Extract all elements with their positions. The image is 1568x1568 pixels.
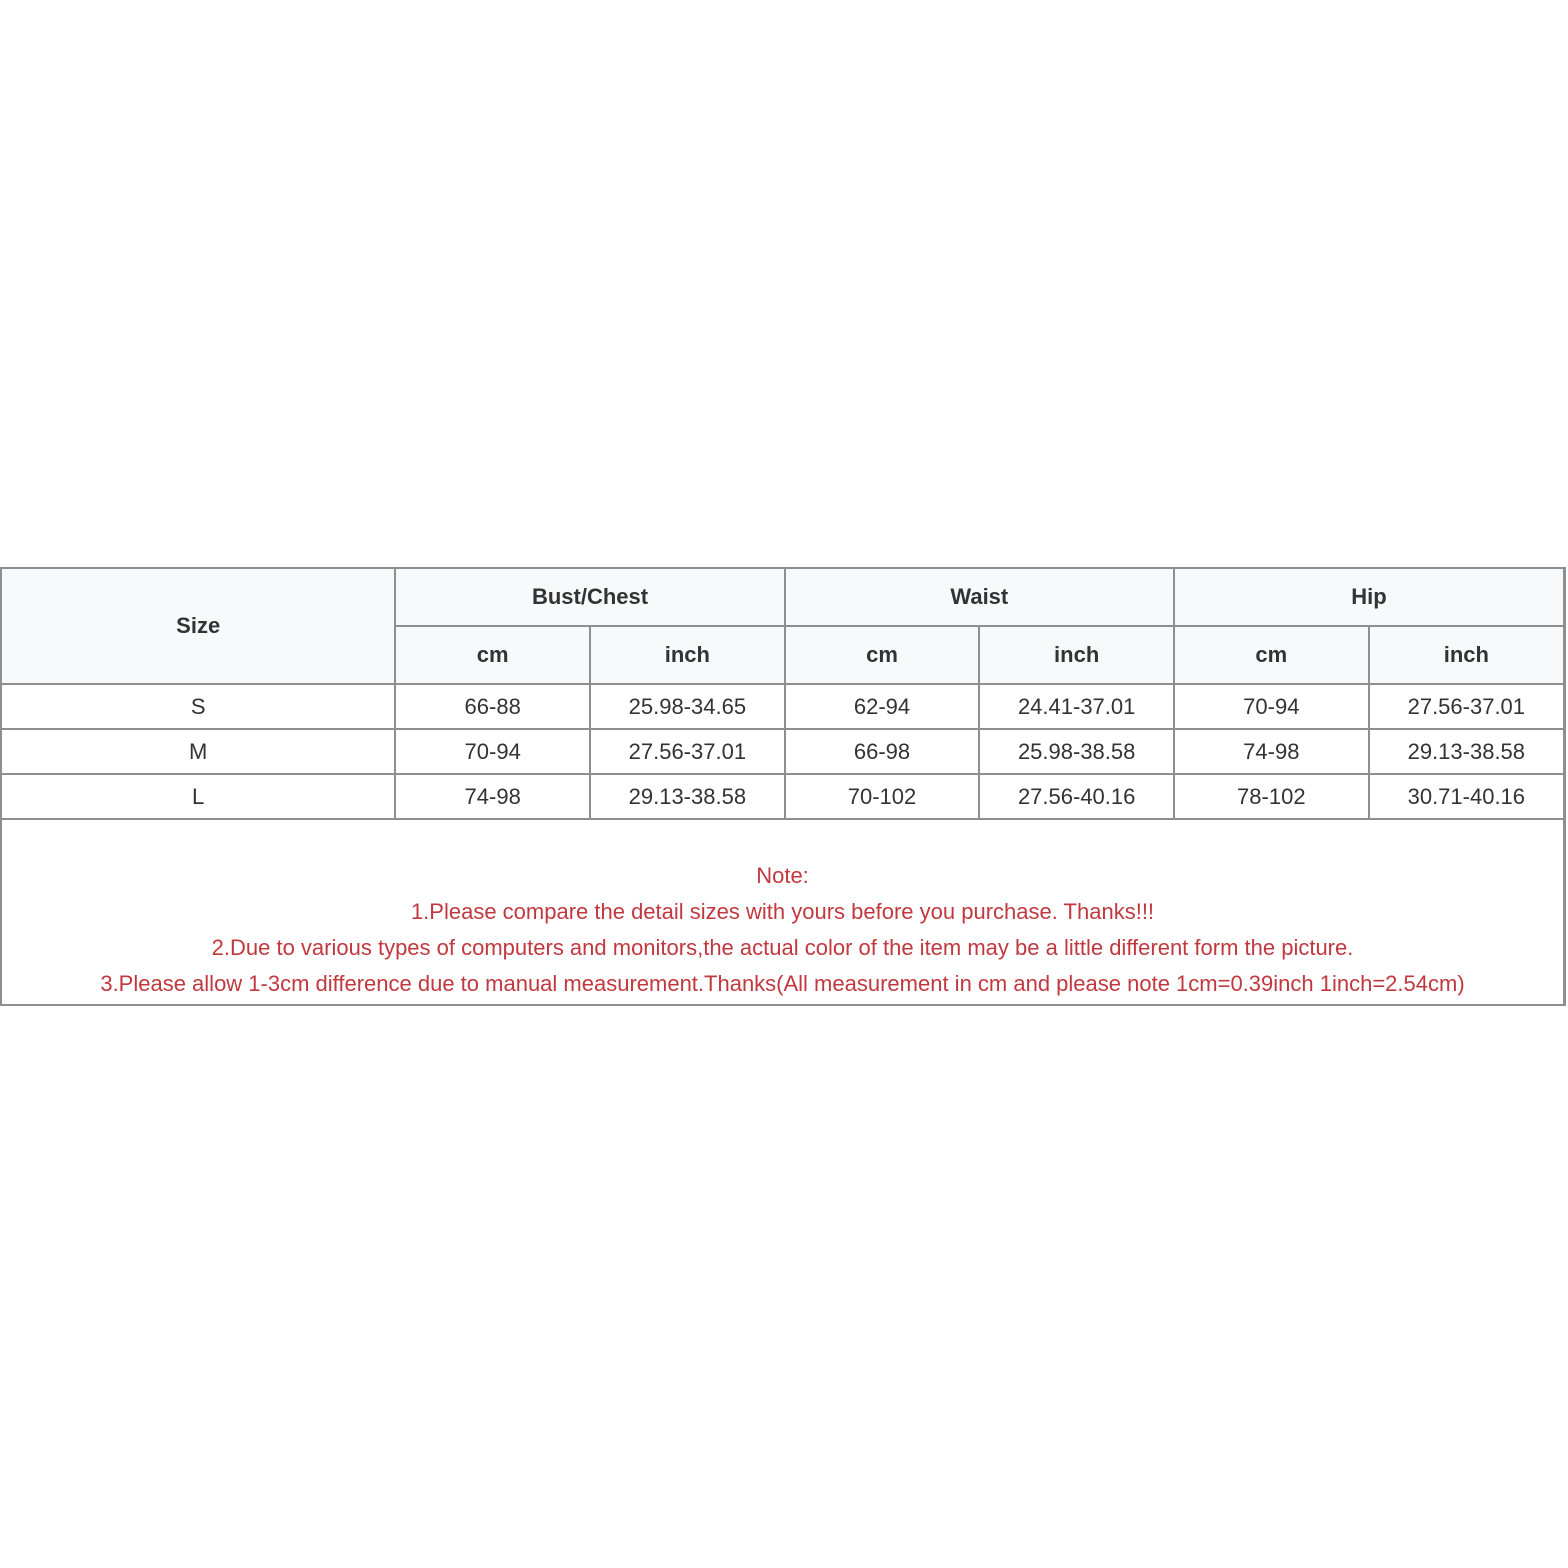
notes-section <box>2 820 1563 1004</box>
table-row <box>2 684 1563 729</box>
note-title: Note: <box>756 863 809 888</box>
table-cell: 66-88 <box>395 684 590 729</box>
size-cell: M <box>2 729 395 774</box>
table-cell: 30.71-40.16 <box>1369 774 1563 819</box>
table-cell: 66-98 <box>785 729 980 774</box>
note-line: 2.Due to various types of computers and monitors,the actual color of the item may be a little different form the picture. <box>211 935 1354 960</box>
size-cell: L <box>2 774 395 819</box>
unit-header: cm <box>1174 626 1369 684</box>
table-cell: 78-102 <box>1174 774 1369 819</box>
table-row <box>2 774 1563 819</box>
group-header-hip: Hip <box>1174 569 1563 626</box>
group-header-waist: Waist <box>785 569 1174 626</box>
note-line: 3.Please allow 1-3cm difference due to manual measurement.Thanks(All measurement in cm and please note 1cm=0.39inch 1inch=2.54cm) <box>100 971 1465 996</box>
table-cell: 25.98-34.65 <box>590 684 785 729</box>
table-cell: 25.98-38.58 <box>979 729 1174 774</box>
unit-header: inch <box>1369 626 1563 684</box>
size-column-header: Size <box>2 569 395 684</box>
table-cell: 24.41-37.01 <box>979 684 1174 729</box>
table-row <box>2 729 1563 774</box>
table-cell: 27.56-37.01 <box>590 729 785 774</box>
table-cell: 29.13-38.58 <box>1369 729 1563 774</box>
table-cell: 70-102 <box>785 774 980 819</box>
table-cell: 70-94 <box>1174 684 1369 729</box>
table-cell: 29.13-38.58 <box>590 774 785 819</box>
size-cell: S <box>2 684 395 729</box>
unit-header: cm <box>785 626 980 684</box>
note-line: 1.Please compare the detail sizes with yours before you purchase. Thanks!!! <box>410 899 1155 924</box>
unit-header: cm <box>395 626 590 684</box>
table-cell: 27.56-37.01 <box>1369 684 1563 729</box>
table-cell: 27.56-40.16 <box>979 774 1174 819</box>
unit-header: inch <box>979 626 1174 684</box>
table-cell: 62-94 <box>785 684 980 729</box>
table-cell: 74-98 <box>395 774 590 819</box>
size-chart <box>0 567 1566 1006</box>
size-table <box>2 569 1563 820</box>
table-cell: 70-94 <box>395 729 590 774</box>
table-cell: 74-98 <box>1174 729 1369 774</box>
header-row-groups <box>2 569 1563 626</box>
unit-header: inch <box>590 626 785 684</box>
group-header-bust: Bust/Chest <box>395 569 784 626</box>
